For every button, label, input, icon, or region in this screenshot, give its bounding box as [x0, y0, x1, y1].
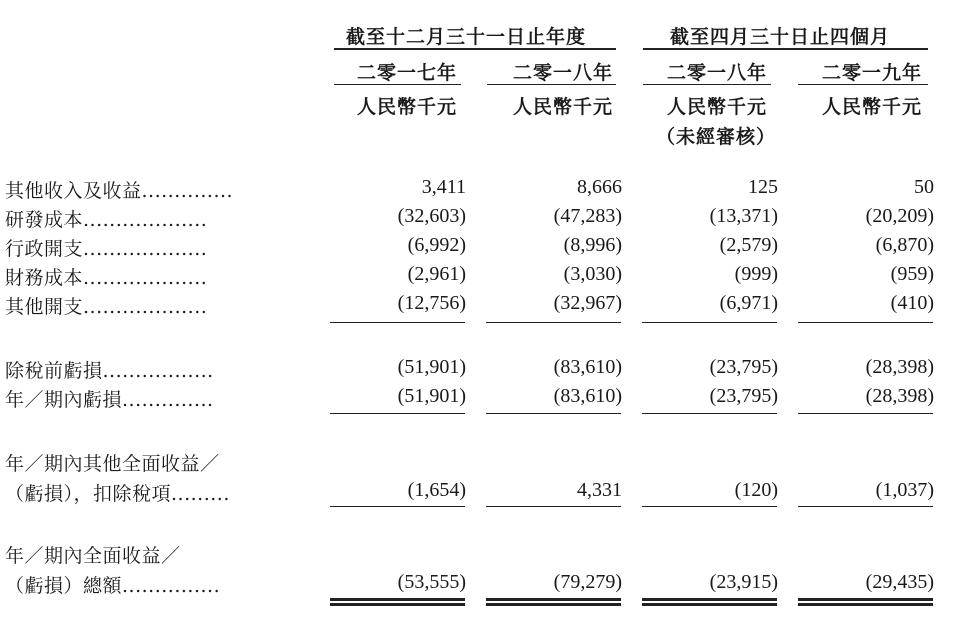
- cell-r7-c3: (120): [734, 479, 778, 501]
- oci-rule-4: [798, 506, 933, 507]
- column-year-2017: 二零一七年: [357, 62, 458, 84]
- row-label-loss-for-period: 年／期內虧損..............: [5, 389, 214, 411]
- total-double-rule-1: [330, 598, 465, 606]
- row-label-oci-line2: （虧損），扣除稅項.........: [5, 483, 230, 505]
- row-label-rnd-costs: 研發成本...................: [5, 209, 208, 231]
- oci-rule-1: [330, 506, 465, 507]
- cell-r5-c1: (51,901): [397, 356, 466, 378]
- subtotal-rule-1: [330, 322, 465, 323]
- oci-rule-2: [486, 506, 621, 507]
- cell-r7-c4: (1,037): [875, 479, 934, 501]
- cell-r6-c1: (51,901): [397, 385, 466, 407]
- cell-r2-c4: (6,870): [875, 234, 934, 256]
- cell-r2-c3: (2,579): [719, 234, 778, 256]
- row-label-other-expenses: 其他開支...................: [5, 296, 208, 318]
- row-label-tci-line2: （虧損）總額...............: [5, 575, 221, 597]
- cell-r7-c2: 4,331: [577, 479, 622, 501]
- cell-r3-c3: (999): [734, 263, 778, 285]
- header-group1-rule: [334, 48, 616, 50]
- row-label-other-income: 其他收入及收益..............: [5, 180, 234, 202]
- column-unit-2: 人民幣千元: [513, 96, 614, 118]
- cell-r1-c4: (20,209): [865, 205, 934, 227]
- subtotal-rule-4: [798, 322, 933, 323]
- cell-r1-c2: (47,283): [553, 205, 622, 227]
- cell-r0-c4: 50: [914, 176, 934, 198]
- cell-r5-c3: (23,795): [709, 356, 778, 378]
- cell-r2-c1: (6,992): [407, 234, 466, 256]
- loss-rule-2: [486, 413, 621, 414]
- row-label-admin-expenses: 行政開支...................: [5, 238, 208, 260]
- row-label-tci-line1: 年／期內全面收益／: [5, 545, 181, 567]
- subtotal-rule-3: [642, 322, 777, 323]
- cell-r2-c2: (8,996): [563, 234, 622, 256]
- cell-r4-c4: (410): [890, 292, 934, 314]
- cell-r3-c1: (2,961): [407, 263, 466, 285]
- total-double-rule-4: [798, 598, 933, 606]
- cell-r0-c2: 8,666: [577, 176, 622, 198]
- total-double-rule-2: [486, 598, 621, 606]
- cell-r7-c1: (1,654): [407, 479, 466, 501]
- oci-rule-3: [642, 506, 777, 507]
- cell-r3-c4: (959): [890, 263, 934, 285]
- column-year-2018-interim: 二零一八年: [667, 62, 768, 84]
- cell-r3-c2: (3,030): [563, 263, 622, 285]
- cell-r4-c3: (6,971): [719, 292, 778, 314]
- total-double-rule-3: [642, 598, 777, 606]
- cell-r6-c4: (28,398): [865, 385, 934, 407]
- column-year-2019-interim: 二零一九年: [822, 62, 923, 84]
- cell-r5-c2: (83,610): [553, 356, 622, 378]
- column-unit-3: 人民幣千元: [667, 96, 768, 118]
- year-rule-3: [643, 84, 771, 85]
- cell-r4-c2: (32,967): [553, 292, 622, 314]
- year-rule-1: [334, 84, 461, 85]
- subtotal-rule-2: [486, 322, 621, 323]
- loss-rule-1: [330, 413, 465, 414]
- cell-r0-c1: 3,411: [421, 176, 466, 198]
- cell-r6-c2: (83,610): [553, 385, 622, 407]
- cell-r8-c2: (79,279): [553, 571, 622, 593]
- unaudited-note: （未經審核）: [656, 126, 777, 148]
- year-rule-2: [487, 84, 616, 85]
- row-label-finance-costs: 財務成本...................: [5, 267, 208, 289]
- cell-r0-c3: 125: [748, 176, 778, 198]
- header-group2-rule: [643, 48, 928, 50]
- loss-rule-4: [798, 413, 933, 414]
- cell-r4-c1: (12,756): [397, 292, 466, 314]
- cell-r8-c3: (23,915): [709, 571, 778, 593]
- row-label-oci-line1: 年／期內其他全面收益／: [5, 453, 220, 475]
- loss-rule-3: [642, 413, 777, 414]
- cell-r8-c4: (29,435): [865, 571, 934, 593]
- header-group-four-months: 截至四月三十日止四個月: [670, 26, 891, 48]
- cell-r6-c3: (23,795): [709, 385, 778, 407]
- row-label-loss-before-tax: 除稅前虧損.................: [5, 360, 214, 382]
- header-group-year-ended: 截至十二月三十一日止年度: [346, 26, 587, 48]
- cell-r8-c1: (53,555): [397, 571, 466, 593]
- cell-r1-c1: (32,603): [397, 205, 466, 227]
- year-rule-4: [798, 84, 928, 85]
- column-unit-1: 人民幣千元: [357, 96, 458, 118]
- column-unit-4: 人民幣千元: [822, 96, 923, 118]
- column-year-2018: 二零一八年: [513, 62, 614, 84]
- cell-r1-c3: (13,371): [709, 205, 778, 227]
- cell-r5-c4: (28,398): [865, 356, 934, 378]
